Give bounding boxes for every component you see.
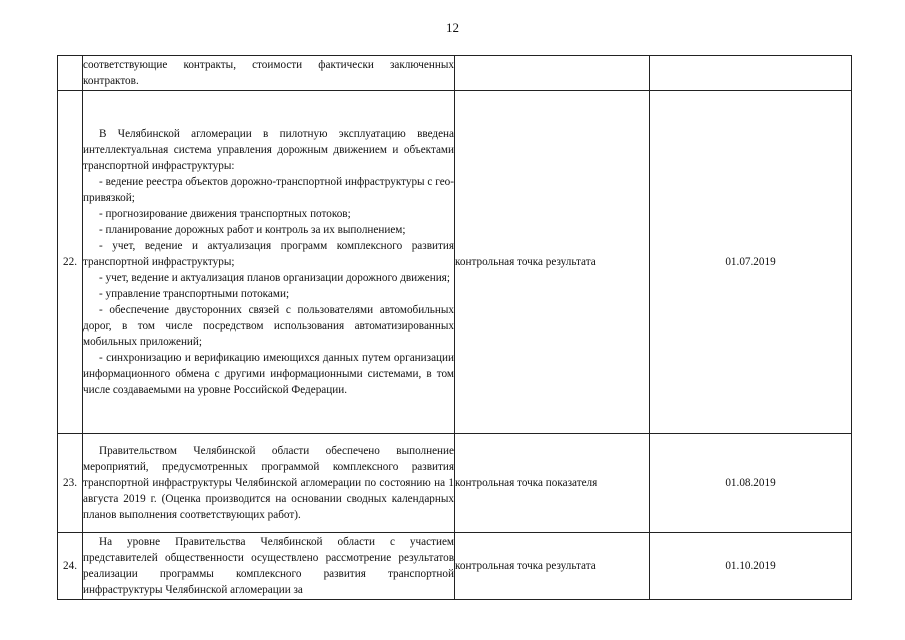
description-list-item: - планирование дорожных работ и контроль за их выполнением; <box>99 224 406 236</box>
description-paragraph: Правительством Челябинской области обеспечено выполнение мероприятий, предусмотренных программой комплексного развития транспортной инфраструктуры Челябинской агломерации по состоянию на 1 августа 2019 г. (Оценка производится на основании сводных календарных планов выполнения соответствующих работ). <box>83 445 454 521</box>
row-control-point-type: контрольная точка результата <box>455 533 650 600</box>
row-date: 01.08.2019 <box>650 434 852 533</box>
description-list-item: - прогнозирование движения транспортных потоков; <box>99 208 351 220</box>
row-description <box>83 533 455 600</box>
row-number: 24. <box>58 533 83 600</box>
row-date <box>650 56 852 91</box>
row-number <box>58 56 83 91</box>
control-points-table <box>57 55 852 600</box>
table-row <box>58 533 852 600</box>
row-description <box>83 56 455 91</box>
row-control-point-type <box>455 56 650 91</box>
table-row <box>58 91 852 434</box>
row-date: 01.07.2019 <box>650 91 852 434</box>
row-description <box>83 434 455 533</box>
table-row <box>58 56 852 91</box>
table-row <box>58 434 852 533</box>
row-control-point-type: контрольная точка показателя <box>455 434 650 533</box>
row-date: 01.10.2019 <box>650 533 852 600</box>
description-paragraph: На уровне Правительства Челябинской области с участием представителей общественности осуществлено рассмотрение результатов реализации программы комплексного развития транспортной инфраструктуры Челябинской агломерации за <box>83 536 454 596</box>
description-list-item: - ведение реестра объектов дорожно-транспортной инфраструктуры с гео-привязкой; <box>83 176 454 204</box>
row-control-point-type: контрольная точка результата <box>455 91 650 434</box>
row-number: 22. <box>58 91 83 434</box>
description-list-item: - управление транспортными потоками; <box>99 288 290 300</box>
row-description <box>83 91 455 434</box>
description-paragraph: В Челябинской агломерации в пилотную эксплуатацию введена интеллектуальная система управления дорожным движением и объектами транспортной инфраструктуры: <box>83 128 454 172</box>
description-paragraph: соответствующие контракты, стоимости фактически заключенных контрактов. <box>83 59 454 87</box>
row-number: 23. <box>58 434 83 533</box>
page-number: 12 <box>446 20 459 35</box>
description-list-item: - учет, ведение и актуализация программ комплексного развития транспортной инфраструктуры; <box>83 240 454 268</box>
description-list-item: - учет, ведение и актуализация планов организации дорожного движения; <box>99 272 450 284</box>
description-list-item: - обеспечение двусторонних связей с пользователями автомобильных дорог, в том числе посредством использования автоматизированных мобильных приложений; <box>83 304 454 348</box>
description-list-item: - синхронизацию и верификацию имеющихся данных путем организации информационного обмена с другими информационными системами, в том числе создаваемыми на уровне Российской Федерации. <box>83 352 454 396</box>
